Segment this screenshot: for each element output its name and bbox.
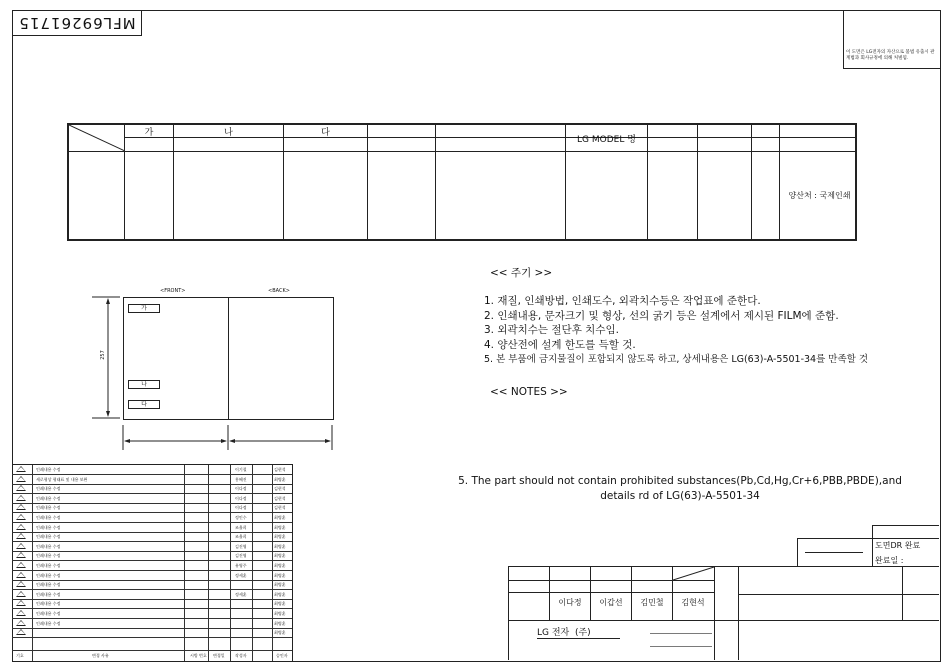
revision-desc: 인쇄내용 수정: [36, 563, 61, 568]
revision-triangle-icon: [16, 485, 26, 491]
revision-triangle-icon: [16, 504, 26, 510]
revision-desc: 인쇄내용 수정: [36, 553, 61, 559]
back-label: <BACK>: [268, 288, 290, 294]
revision-row: [12, 590, 292, 600]
front-label: <FRONT>: [160, 288, 186, 294]
marker-da: 다: [128, 400, 160, 409]
revision-desc: 인쇄내용 수정: [36, 620, 61, 626]
revision-triangle-icon: [16, 581, 26, 587]
revision-author: 이기철: [235, 467, 247, 472]
signer-1: 이다정: [558, 598, 582, 607]
revision-triangle-icon: [16, 562, 26, 568]
revision-desc: 인쇄내용 수정: [36, 467, 61, 472]
marker-na: 나: [128, 380, 160, 389]
note-1: 1. 재질, 인쇄방법, 인쇄도수, 외곽치수등은 작업표에 준한다.: [484, 295, 761, 307]
revision-triangle-icon: [16, 591, 26, 597]
revision-author: 정세훈: [235, 572, 247, 578]
revision-triangle-icon: [16, 552, 26, 558]
revision-desc: 인쇄내용 수정: [36, 611, 61, 616]
revision-triangle-icon: [16, 514, 26, 520]
notes-title-ko: << 주기 >>: [490, 267, 553, 279]
revision-approver: 김현석: [274, 505, 286, 511]
note-5: 5. 본 부품에 금지물질이 포함되지 않도록 하고, 상세내용은 LG(63)-A-5501-34를 만족할 것: [484, 354, 869, 365]
revision-approver: 최병훈: [274, 630, 286, 636]
revision-row: [12, 628, 292, 638]
revision-author: 정세훈: [235, 591, 247, 597]
revision-triangle-icon: [16, 466, 26, 472]
revision-author: 이다정: [235, 505, 247, 511]
revision-approver: 최병훈: [274, 563, 286, 568]
note-3: 3. 외곽치수는 절단후 치수임.: [484, 324, 619, 336]
revision-approver: 김현석: [274, 486, 286, 492]
revision-table: [12, 464, 293, 661]
revision-row: [12, 609, 292, 619]
model-label: LG MODEL 명: [577, 135, 636, 145]
revision-approver: 최병훈: [274, 534, 286, 540]
revision-triangle-icon: [16, 524, 26, 530]
revision-approver: 최병훈: [274, 476, 286, 482]
revision-triangle-icon: [16, 572, 26, 578]
revision-triangle-icon: [16, 476, 26, 482]
revision-approver: 최병훈: [274, 601, 286, 607]
revision-approver: 최병훈: [274, 591, 286, 597]
revision-row: [12, 465, 292, 475]
revision-author: 홍혜진: [235, 476, 247, 482]
header-na: 나: [224, 128, 233, 138]
revision-approver: 최병훈: [274, 524, 286, 530]
revision-triangle-icon: [16, 543, 26, 549]
completion-label: 도면DR 완료: [875, 541, 921, 550]
revision-row: [12, 532, 292, 542]
note-4: 4. 양산전에 설계 한도를 득할 것.: [484, 339, 636, 351]
revision-author: 김진영: [235, 543, 247, 549]
revision-triangle-icon: [16, 600, 26, 606]
revision-approver: 최병훈: [274, 620, 286, 626]
signer-2: 이갑선: [599, 598, 623, 607]
dimension-257: 257: [99, 350, 106, 360]
revision-desc: 인쇄내용 수정: [36, 534, 61, 540]
revision-footer: 기호 변경 사유 시방 번호 변경일 작성자 승인자: [12, 650, 292, 661]
revision-author: 김진영: [235, 553, 247, 559]
note-5-en: 5. The part should not contain prohibited substances(Pb,Cd,Hg,Cr+6,PBB,PBDE),and details rd of LG(63)-A-5501-34: [458, 475, 902, 502]
producer-label: 양산처 : 국제인쇄: [788, 191, 851, 200]
revision-triangle-icon: [16, 610, 26, 616]
revision-desc: 인쇄내용 수정: [36, 524, 61, 530]
revision-desc: 인쇄내용 수정: [36, 543, 61, 549]
revision-row: [12, 542, 292, 552]
revision-desc: 세로형상 형태표 및 내용 보완: [36, 476, 88, 482]
revision-desc: 인쇄내용 수정: [36, 505, 61, 511]
title-diagonal: [673, 567, 715, 581]
revision-author: 조율희: [235, 534, 247, 540]
revision-approver: 최병훈: [274, 582, 286, 588]
revision-triangle-icon: [16, 533, 26, 539]
revision-row: [12, 571, 292, 581]
company-name: LG 전자 (주): [537, 625, 620, 639]
revision-row: [12, 580, 292, 590]
note-2: 2. 인쇄내용, 문자크기 및 형상, 선의 굵기 등은 설계에서 제시된 FILM에 준함.: [484, 310, 839, 322]
revision-approver: 김현석: [274, 467, 286, 472]
completion-date: 완료일 :: [875, 556, 904, 565]
marker-ga: 가: [128, 304, 160, 313]
header-da: 다: [321, 128, 330, 138]
document-id: MFL69261715: [12, 10, 142, 36]
revision-row: [12, 561, 292, 571]
revision-desc: 인쇄내용 수정: [36, 495, 61, 501]
revision-triangle-icon: [16, 620, 26, 626]
revision-author: 정인수: [235, 515, 247, 520]
revision-row: [12, 484, 292, 494]
revision-approver: 최병훈: [274, 543, 286, 549]
signer-4: 김현석: [681, 598, 705, 607]
revision-desc: 인쇄내용 수정: [36, 601, 61, 607]
revision-desc: 인쇄내용 수정: [36, 591, 61, 597]
revision-approver: 최병훈: [274, 553, 286, 559]
revision-desc: 인쇄내용 수정: [36, 486, 61, 492]
revision-row: [12, 475, 292, 485]
revision-desc: 인쇄내용 수정: [36, 582, 61, 588]
revision-row: [12, 494, 292, 504]
revision-approver: 최병훈: [274, 515, 286, 520]
revision-triangle-icon: [16, 629, 26, 635]
revision-triangle-icon: [16, 495, 26, 501]
notes-title-en: << NOTES >>: [490, 386, 568, 398]
revision-row: [12, 503, 292, 513]
revision-desc: 인쇄내용 수정: [36, 515, 61, 520]
revision-author: 조율희: [235, 524, 247, 530]
revision-row: [12, 551, 292, 561]
revision-row: [12, 599, 292, 609]
revision-approver: 김현석: [274, 495, 286, 501]
revision-row: [12, 619, 292, 629]
revision-approver: 최병훈: [274, 611, 286, 616]
revision-author: 이다정: [235, 495, 247, 501]
signer-3: 김민철: [640, 598, 664, 607]
revision-author: 유영주: [235, 563, 247, 568]
revision-author: 이다정: [235, 486, 247, 492]
confidentiality-notice: 이 도면은 LG전자의 자산으로 불법 유출시 관계법과 회사규정에 의해 처벌됨.: [846, 50, 935, 61]
header-ga: 가: [144, 128, 154, 138]
revision-approver: 최병훈: [274, 572, 286, 578]
revision-row: [12, 523, 292, 533]
revision-row: [12, 513, 292, 523]
revision-desc: 인쇄내용 수정: [36, 572, 61, 578]
